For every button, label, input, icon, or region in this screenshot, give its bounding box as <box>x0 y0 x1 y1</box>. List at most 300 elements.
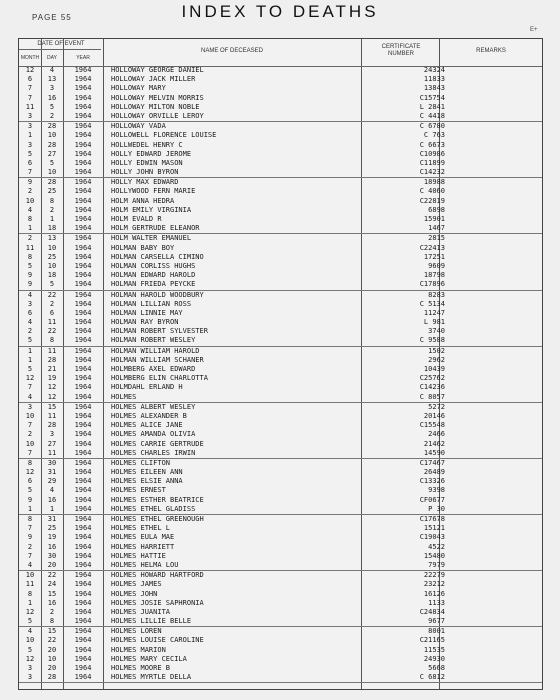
certificate-cell: 16126 <box>423 589 445 598</box>
day-cell: 10 <box>47 261 57 270</box>
table-row <box>19 356 542 365</box>
month-cell: 3 <box>27 402 33 411</box>
day-cell: 8 <box>49 617 55 626</box>
month-cell: 4 <box>27 627 33 636</box>
certificate-cell: 15480 <box>423 551 445 560</box>
year-cell: 1964 <box>74 243 92 252</box>
certificate-cell: P 30 <box>428 504 445 513</box>
day-cell: 2 <box>49 299 55 308</box>
year-cell: 1964 <box>74 122 92 131</box>
year-cell: 1964 <box>74 580 92 589</box>
month-cell: 7 <box>27 524 33 533</box>
month-cell: 1 <box>27 598 33 607</box>
year-cell: 1964 <box>74 187 92 196</box>
name-cell: HOLMES JOSIE SAPHRONIA <box>111 598 204 607</box>
month-cell: 9 <box>27 495 33 504</box>
table-row <box>19 664 542 673</box>
year-cell: 1964 <box>74 598 92 607</box>
table-row <box>19 215 542 224</box>
month-cell: 7 <box>27 448 33 457</box>
table-row <box>19 131 542 140</box>
name-cell: HOLMES ETHEL L <box>111 524 171 533</box>
name-cell: HOLMAN EDWARD HAROLD <box>111 271 196 280</box>
day-cell: 8 <box>49 336 55 345</box>
day-cell: 28 <box>47 673 57 682</box>
header-year: YEAR <box>76 55 90 61</box>
year-cell: 1964 <box>74 477 92 486</box>
table-row <box>19 84 542 93</box>
year-cell: 1964 <box>74 636 92 645</box>
month-cell: 2 <box>27 187 33 196</box>
table-row <box>19 468 542 477</box>
day-cell: 22 <box>47 571 57 580</box>
table-row <box>19 571 542 580</box>
day-cell: 16 <box>47 598 57 607</box>
table-row <box>19 271 542 280</box>
name-cell: HOLMES MYRTLE DELLA <box>111 673 192 682</box>
name-cell: HOLMES EILEEN ANN <box>111 468 183 477</box>
day-cell: 27 <box>47 439 57 448</box>
month-cell: 10 <box>25 636 35 645</box>
name-cell: HOLMES ETHEL GREENOUGH <box>111 515 204 523</box>
certificate-cell: C21165 <box>419 636 445 645</box>
day-cell: 31 <box>47 468 57 477</box>
year-cell: 1964 <box>74 224 92 233</box>
month-cell: 8 <box>27 515 33 523</box>
year-cell: 1964 <box>74 617 92 626</box>
day-cell: 30 <box>47 458 57 467</box>
month-cell: 5 <box>27 617 33 626</box>
certificate-cell: 14590 <box>423 448 445 457</box>
certificate-cell: 2962 <box>428 355 445 364</box>
day-cell: 16 <box>47 93 57 102</box>
month-cell: 6 <box>27 308 33 317</box>
month-cell: 10 <box>25 196 35 205</box>
certificate-cell: C 6780 <box>419 122 445 131</box>
certificate-cell: 9609 <box>428 261 445 270</box>
day-cell: 2 <box>49 607 55 616</box>
certificate-cell: 6898 <box>428 205 445 214</box>
certificate-cell: C 763 <box>423 131 445 140</box>
year-cell: 1964 <box>74 383 92 392</box>
day-cell: 15 <box>47 402 57 411</box>
year-cell: 1964 <box>74 589 92 598</box>
month-cell: 2 <box>27 430 33 439</box>
year-cell: 1964 <box>74 448 92 457</box>
year-cell: 1964 <box>74 252 92 261</box>
year-cell: 1964 <box>74 560 92 569</box>
day-cell: 31 <box>47 515 57 523</box>
table-row <box>19 168 542 178</box>
name-cell: HOLLOWELL FLORENCE LOUISE <box>111 131 217 140</box>
header-day: DAY <box>47 55 57 61</box>
month-cell: 10 <box>25 571 35 580</box>
table-row <box>19 318 542 327</box>
table-row <box>19 374 542 383</box>
month-cell: 4 <box>27 392 33 401</box>
month-cell: 8 <box>27 589 33 598</box>
month-cell: 10 <box>25 411 35 420</box>
name-cell: HOLMAN CARSELLA CIMINO <box>111 252 204 261</box>
month-cell: 3 <box>27 673 33 682</box>
name-cell: HOLMES ELSIE ANNA <box>111 477 183 486</box>
table-row <box>19 515 542 524</box>
certificate-cell: 22279 <box>423 571 445 580</box>
name-cell: HOLMES HATTIE <box>111 551 166 560</box>
day-cell: 20 <box>47 645 57 654</box>
table-row <box>19 206 542 215</box>
certificate-cell: 23212 <box>423 580 445 589</box>
certificate-cell: 2466 <box>428 430 445 439</box>
table-row <box>19 477 542 486</box>
certificate-cell: C24834 <box>419 607 445 616</box>
certificate-cell: C 4418 <box>419 111 445 120</box>
name-cell: HOLMDAHL ERLAND H <box>111 383 183 392</box>
header-remarks: REMARKS <box>476 48 506 54</box>
month-cell: 5 <box>27 336 33 345</box>
month-cell: 10 <box>25 439 35 448</box>
year-cell: 1964 <box>74 111 92 120</box>
year-cell: 1964 <box>74 402 92 411</box>
month-cell: 11 <box>25 580 35 589</box>
name-cell: HOLLOWAY JACK MILLER <box>111 75 196 84</box>
month-cell: 8 <box>27 252 33 261</box>
name-cell: HOLM GERTRUDE ELEANOR <box>111 224 200 233</box>
certificate-cell: 8001 <box>428 627 445 636</box>
month-cell: 1 <box>27 355 33 364</box>
header-date-of-event: DATE OF EVENT <box>37 41 85 47</box>
name-cell: HOLMBERG AXEL EDWARD <box>111 365 196 373</box>
name-cell: HOLMES AMANDA OLIVIA <box>111 430 196 439</box>
name-cell: HOLLOWAY MELVIN MORRIS <box>111 93 204 102</box>
day-cell: 11 <box>47 448 57 457</box>
year-cell: 1964 <box>74 205 92 214</box>
name-cell: HOLMES JAMES <box>111 580 162 589</box>
table-row <box>19 552 542 561</box>
table-row <box>19 393 542 403</box>
day-cell: 25 <box>47 187 57 196</box>
table-row <box>19 617 542 627</box>
year-cell: 1964 <box>74 627 92 636</box>
certificate-cell: 8283 <box>428 290 445 299</box>
month-cell: 12 <box>25 607 35 616</box>
month-cell: 12 <box>25 374 35 383</box>
year-cell: 1964 <box>74 365 92 373</box>
month-cell: 3 <box>27 140 33 149</box>
name-cell: HOLLYWOOD FERN MARIE <box>111 187 196 196</box>
month-cell: 4 <box>27 290 33 299</box>
table-row <box>19 75 542 84</box>
month-cell: 12 <box>25 468 35 477</box>
certificate-cell: C 5134 <box>419 299 445 308</box>
certificate-cell: C 8057 <box>419 392 445 401</box>
table-row <box>19 141 542 150</box>
name-cell: HOLMES ALBERT WESLEY <box>111 402 196 411</box>
year-cell: 1964 <box>74 234 92 243</box>
name-cell: HOLMES HOWARD HARTFORD <box>111 571 204 580</box>
certificate-cell: 5272 <box>428 402 445 411</box>
day-cell: 10 <box>47 131 57 140</box>
certificate-cell: C 9588 <box>419 336 445 345</box>
day-cell: 28 <box>47 355 57 364</box>
certificate-cell: 15901 <box>423 215 445 223</box>
certificate-cell: C15754 <box>419 93 445 102</box>
name-cell: HOLMES ESTHER BEATRICE <box>111 495 204 504</box>
table-row <box>19 627 542 636</box>
table-row <box>19 309 542 318</box>
name-cell: HOLMES JUANITA <box>111 607 171 616</box>
day-cell: 11 <box>47 346 57 355</box>
year-cell: 1964 <box>74 308 92 317</box>
name-cell: HOLMAN FRIEDA PEYCKE <box>111 280 196 289</box>
table-row <box>19 253 542 262</box>
corner-mark: E+ <box>530 27 538 33</box>
name-cell: HOLMES JOHN <box>111 589 158 598</box>
name-cell: HOLLOWAY MILTON NOBLE <box>111 102 200 111</box>
table-row <box>19 262 542 271</box>
month-cell: 6 <box>27 477 33 486</box>
certificate-cell: C22819 <box>419 196 445 205</box>
day-cell: 12 <box>47 392 57 401</box>
day-cell: 10 <box>47 243 57 252</box>
certificate-cell: C 6673 <box>419 140 445 149</box>
certificate-cell: C10986 <box>419 149 445 158</box>
table-row <box>19 449 542 459</box>
certificate-cell: C 4060 <box>419 187 445 196</box>
table-row <box>19 430 542 439</box>
name-cell: HOLLOWAY MARY <box>111 84 166 93</box>
certificate-cell: 17251 <box>423 252 445 261</box>
name-cell: HOLMAN WILLIAM SCHANER <box>111 355 204 364</box>
year-cell: 1964 <box>74 374 92 383</box>
day-cell: 8 <box>49 196 55 205</box>
table-row <box>19 365 542 374</box>
death-index-ledger <box>18 38 543 690</box>
day-cell: 5 <box>49 158 55 167</box>
name-cell: HOLMBERG ELIN CHARLOTTA <box>111 374 208 383</box>
certificate-cell: C25762 <box>419 374 445 383</box>
certificate-cell: 4522 <box>428 542 445 551</box>
month-cell: 3 <box>27 122 33 131</box>
table-row <box>19 412 542 421</box>
table-row <box>19 300 542 309</box>
day-cell: 20 <box>47 560 57 569</box>
day-cell: 13 <box>47 75 57 84</box>
certificate-cell: 26489 <box>423 468 445 477</box>
year-cell: 1964 <box>74 524 92 533</box>
day-cell: 20 <box>47 664 57 672</box>
certificate-cell: L 981 <box>423 318 445 327</box>
name-cell: HOLLY EDWIN MASON <box>111 158 183 167</box>
table-row <box>19 122 542 131</box>
table-row <box>19 178 542 187</box>
year-cell: 1964 <box>74 168 92 177</box>
name-cell: HOLMES MOORE B <box>111 664 171 672</box>
ledger-rows <box>19 66 542 683</box>
name-cell: HOLMES ALICE JANE <box>111 421 183 430</box>
year-cell: 1964 <box>74 140 92 149</box>
table-row <box>19 524 542 533</box>
certificate-cell: C13326 <box>419 477 445 486</box>
certificate-cell: 9398 <box>428 486 445 495</box>
table-row <box>19 459 542 468</box>
month-cell: 9 <box>27 280 33 289</box>
month-cell: 4 <box>27 560 33 569</box>
name-cell: HOLLWEDEL HENRY C <box>111 140 183 149</box>
certificate-cell: 11535 <box>423 645 445 654</box>
year-cell: 1964 <box>74 551 92 560</box>
year-cell: 1964 <box>74 486 92 495</box>
year-cell: 1964 <box>74 664 92 672</box>
month-cell: 9 <box>27 178 33 187</box>
certificate-cell: C17896 <box>419 280 445 289</box>
certificate-cell: 21462 <box>423 439 445 448</box>
name-cell: HOLMAN BABY BOY <box>111 243 175 252</box>
year-cell: 1964 <box>74 75 92 84</box>
certificate-cell: 13843 <box>423 84 445 93</box>
year-cell: 1964 <box>74 504 92 513</box>
month-cell: 11 <box>25 243 35 252</box>
day-cell: 25 <box>47 524 57 533</box>
header-certificate-number: CERTIFICATE NUMBER <box>381 44 421 57</box>
month-cell: 5 <box>27 365 33 373</box>
table-row <box>19 150 542 159</box>
table-row <box>19 561 542 571</box>
page-title: INDEX TO DEATHS <box>181 2 379 21</box>
certificate-cell: C11899 <box>419 158 445 167</box>
table-row <box>19 636 542 645</box>
name-cell: HOLMES LOUISE CAROLINE <box>111 636 204 645</box>
month-cell: 4 <box>27 318 33 327</box>
year-cell: 1964 <box>74 158 92 167</box>
month-cell: 1 <box>27 346 33 355</box>
month-cell: 5 <box>27 486 33 495</box>
year-cell: 1964 <box>74 645 92 654</box>
year-cell: 1964 <box>74 542 92 551</box>
year-cell: 1964 <box>74 299 92 308</box>
table-row <box>19 336 542 346</box>
header-month: MONTH <box>20 55 40 61</box>
day-cell: 24 <box>47 580 57 589</box>
certificate-cell: 1502 <box>428 346 445 355</box>
certificate-cell: CF0677 <box>419 495 445 504</box>
day-cell: 10 <box>47 168 57 177</box>
page-number: PAGE 55 <box>32 13 72 22</box>
month-cell: 7 <box>27 84 33 93</box>
certificate-cell: C15548 <box>419 421 445 430</box>
year-cell: 1964 <box>74 515 92 523</box>
day-cell: 28 <box>47 122 57 131</box>
name-cell: HOLM EMILY VIRGINIA <box>111 205 192 214</box>
name-cell: HOLMES CLIFTON <box>111 458 171 467</box>
name-cell: HOLLOWAY GEORGE DANIEL <box>111 66 204 74</box>
certificate-cell: C17467 <box>419 458 445 467</box>
month-cell: 12 <box>25 654 35 663</box>
table-row <box>19 112 542 122</box>
year-cell: 1964 <box>74 149 92 158</box>
table-row <box>19 280 542 290</box>
certificate-cell: 5668 <box>428 664 445 672</box>
year-cell: 1964 <box>74 392 92 401</box>
month-cell: 5 <box>27 261 33 270</box>
month-cell: 1 <box>27 504 33 513</box>
day-cell: 22 <box>47 327 57 336</box>
day-cell: 11 <box>47 411 57 420</box>
day-cell: 28 <box>47 178 57 187</box>
certificate-cell: 24930 <box>423 654 445 663</box>
year-cell: 1964 <box>74 607 92 616</box>
certificate-cell: 18988 <box>423 178 445 187</box>
month-cell: 5 <box>27 645 33 654</box>
certificate-cell: C 6812 <box>419 673 445 682</box>
day-cell: 21 <box>47 365 57 373</box>
table-row <box>19 655 542 664</box>
day-cell: 3 <box>49 430 55 439</box>
year-cell: 1964 <box>74 411 92 420</box>
certificate-cell: C14236 <box>419 383 445 392</box>
year-cell: 1964 <box>74 196 92 205</box>
certificate-cell: 11833 <box>423 75 445 84</box>
name-cell: HOLMAN RAY BYRON <box>111 318 179 327</box>
month-cell: 5 <box>27 149 33 158</box>
day-cell: 2 <box>49 205 55 214</box>
name-cell: HOLM EVALD R <box>111 215 162 223</box>
month-cell: 2 <box>27 542 33 551</box>
certificate-cell: C22413 <box>419 243 445 252</box>
year-cell: 1964 <box>74 458 92 467</box>
certificate-cell: 9677 <box>428 617 445 626</box>
day-cell: 4 <box>49 66 55 74</box>
table-row <box>19 291 542 300</box>
certificate-cell: 10439 <box>423 365 445 373</box>
year-cell: 1964 <box>74 261 92 270</box>
table-row <box>19 403 542 412</box>
certificate-cell: 3740 <box>428 327 445 336</box>
table-row <box>19 673 542 683</box>
day-cell: 15 <box>47 589 57 598</box>
name-cell: HOLMES CARRIE GERTRUDE <box>111 439 204 448</box>
name-cell: HOLMES CHARLES IRWIN <box>111 448 196 457</box>
year-cell: 1964 <box>74 439 92 448</box>
name-cell: HOLMAN CORLISS HUGHS <box>111 261 196 270</box>
name-cell: HOLMAN ROBERT SYLVESTER <box>111 327 208 336</box>
name-cell: HOLMES HELMA LOU <box>111 560 179 569</box>
day-cell: 3 <box>49 84 55 93</box>
table-row <box>19 580 542 589</box>
month-cell: 7 <box>27 93 33 102</box>
name-cell: HOLMES <box>111 392 137 401</box>
name-cell: HOLMES LILLIE BELLE <box>111 617 192 626</box>
table-row <box>19 244 542 253</box>
year-cell: 1964 <box>74 280 92 289</box>
name-cell: HOLMES ERNEST <box>111 486 166 495</box>
name-cell: HOLMES EULA MAE <box>111 533 175 542</box>
day-cell: 22 <box>47 636 57 645</box>
year-cell: 1964 <box>74 290 92 299</box>
name-cell: HOLLY JOHN BYRON <box>111 168 179 177</box>
table-row <box>19 383 542 392</box>
name-cell: HOLMES ETHEL GLADISS <box>111 504 196 513</box>
name-cell: HOLLY EDWARD JEROME <box>111 149 192 158</box>
day-cell: 1 <box>49 215 55 223</box>
day-cell: 15 <box>47 627 57 636</box>
day-cell: 6 <box>49 308 55 317</box>
table-row <box>19 599 542 608</box>
day-cell: 28 <box>47 421 57 430</box>
name-cell: HOLM WALTER EMANUEL <box>111 234 192 243</box>
year-cell: 1964 <box>74 355 92 364</box>
year-cell: 1964 <box>74 178 92 187</box>
